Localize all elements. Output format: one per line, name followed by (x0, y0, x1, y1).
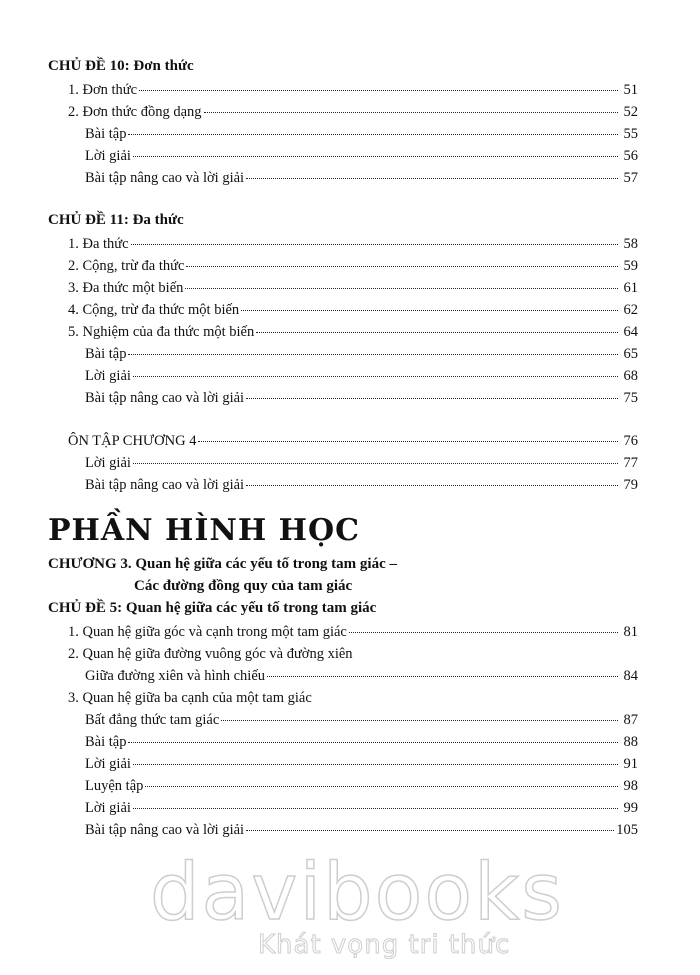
part-title: PHẦN HÌNH HỌC (48, 513, 360, 548)
toc-entry[interactable] (68, 102, 638, 122)
entry-page: 56 (623, 148, 638, 164)
dot-leader (349, 631, 618, 633)
dot-leader (133, 807, 618, 809)
entry-label: Bài tập (85, 734, 127, 750)
entry-page: 62 (623, 302, 638, 318)
entry-label: Bài tập (85, 126, 127, 142)
dot-leader (256, 331, 618, 333)
entry-number: 2. (68, 258, 79, 274)
toc-entry[interactable] (85, 710, 638, 730)
toc-entry[interactable] (85, 388, 638, 408)
toc-entry[interactable] (85, 453, 638, 473)
entry-label: Giữa đường xiên và hình chiếu (85, 668, 266, 684)
entry-page: 65 (623, 346, 638, 362)
toc-entry[interactable] (68, 322, 638, 342)
toc-entry[interactable] (68, 278, 638, 298)
toc-entry[interactable] (68, 300, 638, 320)
entry-page: 91 (623, 756, 638, 772)
entry-label: Bất đẳng thức tam giác (85, 712, 220, 728)
chapter-heading-line2: Các đường đồng quy của tam giác (134, 578, 353, 594)
entry-number: 3. (68, 280, 79, 296)
entry-page: 87 (623, 712, 638, 728)
entry-label: Bài tập (85, 346, 127, 362)
entry-number: 1. (68, 236, 79, 252)
entry-label: Quan hệ giữa đường vuông góc và đường xiên (82, 646, 353, 662)
entry-label: Quan hệ giữa ba cạnh của một tam giác (82, 690, 312, 706)
entry-number: 3. (68, 690, 79, 706)
entry-page: 58 (623, 236, 638, 252)
entry-label: Bài tập nâng cao và lời giải (85, 170, 245, 186)
entry-page: 61 (623, 280, 638, 296)
entry-label: Nghiệm của đa thức một biến (82, 324, 255, 340)
entry-label: Lời giải (85, 148, 131, 164)
dot-leader (128, 133, 618, 135)
entry-number: 4. (68, 302, 79, 318)
dot-leader (131, 243, 618, 245)
toc-entry[interactable] (85, 168, 638, 188)
entry-page: 57 (623, 170, 638, 186)
dot-leader (128, 353, 618, 355)
entry-page: 55 (623, 126, 638, 142)
entry-number: 2. (68, 104, 79, 120)
dot-leader (133, 462, 618, 464)
toc-entry[interactable] (68, 234, 638, 254)
toc-entry[interactable] (85, 732, 638, 752)
entry-label: Bài tập nâng cao và lời giải (85, 477, 245, 493)
toc-entry[interactable] (68, 644, 638, 664)
topic-11-heading: CHỦ ĐỀ 11: Đa thức (48, 212, 184, 228)
entry-label: Bài tập nâng cao và lời giải (85, 822, 245, 838)
entry-number: 2. (68, 646, 79, 662)
entry-label: Cộng, trừ đa thức (82, 258, 185, 274)
entry-page: 64 (623, 324, 638, 340)
toc-entry[interactable] (85, 366, 638, 386)
topic-10-heading: CHỦ ĐỀ 10: Đơn thức (48, 58, 194, 74)
entry-label: ÔN TẬP CHƯƠNG 4 (68, 433, 197, 449)
entry-page: 77 (623, 455, 638, 471)
toc-entry[interactable] (85, 754, 638, 774)
entry-page: 81 (623, 624, 638, 640)
entry-label: Luyện tập (85, 778, 144, 794)
toc-entry[interactable] (85, 776, 638, 796)
dot-leader (246, 484, 618, 486)
dot-leader (246, 397, 618, 399)
toc-entry-review[interactable] (68, 431, 638, 451)
dot-leader (128, 741, 618, 743)
entry-page: 59 (623, 258, 638, 274)
entry-label: Đa thức (82, 236, 129, 252)
toc-entry[interactable] (68, 256, 638, 276)
entry-label: Đơn thức (82, 82, 138, 98)
entry-page: 88 (623, 734, 638, 750)
entry-number: 1. (68, 82, 79, 98)
dot-leader (133, 763, 618, 765)
entry-page: 76 (623, 433, 638, 449)
entry-label: Lời giải (85, 368, 131, 384)
dot-leader (186, 265, 618, 267)
dot-leader (221, 719, 618, 721)
dot-leader (241, 309, 618, 311)
dot-leader (145, 785, 618, 787)
toc-entry[interactable] (85, 666, 638, 686)
toc-entry[interactable] (68, 688, 638, 708)
chapter-heading-line1: CHƯƠNG 3. Quan hệ giữa các yếu tố trong tam giác – (48, 556, 397, 572)
entry-label: Đơn thức đồng dạng (82, 104, 202, 120)
toc-entry[interactable] (85, 146, 638, 166)
dot-leader (246, 177, 618, 179)
toc-entry[interactable] (85, 124, 638, 144)
entry-label: Lời giải (85, 756, 131, 772)
entry-page: 79 (623, 477, 638, 493)
entry-page: 75 (623, 390, 638, 406)
entry-label: Bài tập nâng cao và lời giải (85, 390, 245, 406)
entry-label: Lời giải (85, 800, 131, 816)
entry-page: 68 (623, 368, 638, 384)
entry-number: 5. (68, 324, 79, 340)
toc-entry[interactable] (85, 475, 638, 495)
entry-page: 51 (623, 82, 638, 98)
entry-label: Quan hệ giữa góc và cạnh trong một tam giác (82, 624, 347, 640)
dot-leader (133, 375, 618, 377)
toc-entry[interactable] (85, 820, 638, 840)
dot-leader (198, 440, 618, 442)
entry-page: 52 (623, 104, 638, 120)
dot-leader (185, 287, 618, 289)
entry-page: 105 (616, 822, 638, 838)
toc-entry[interactable] (68, 622, 638, 642)
watermark-tagline: Khát vọng tri thức (258, 930, 511, 960)
watermark-logo: davibooks (150, 848, 564, 938)
entry-page: 99 (623, 800, 638, 816)
topic-5-heading: CHỦ ĐỀ 5: Quan hệ giữa các yếu tố trong tam giác (48, 600, 377, 616)
entry-number: 1. (68, 624, 79, 640)
toc-entry[interactable] (85, 798, 638, 818)
entry-label: Cộng, trừ đa thức một biến (82, 302, 240, 318)
dot-leader (267, 675, 618, 677)
toc-entry[interactable] (85, 344, 638, 364)
dot-leader (133, 155, 618, 157)
toc-entry[interactable] (68, 80, 638, 100)
entry-label: Lời giải (85, 455, 131, 471)
entry-page: 98 (623, 778, 638, 794)
entry-page: 84 (623, 668, 638, 684)
entry-label: Đa thức một biến (82, 280, 184, 296)
dot-leader (246, 829, 614, 831)
dot-leader (139, 89, 618, 91)
dot-leader (204, 111, 618, 113)
